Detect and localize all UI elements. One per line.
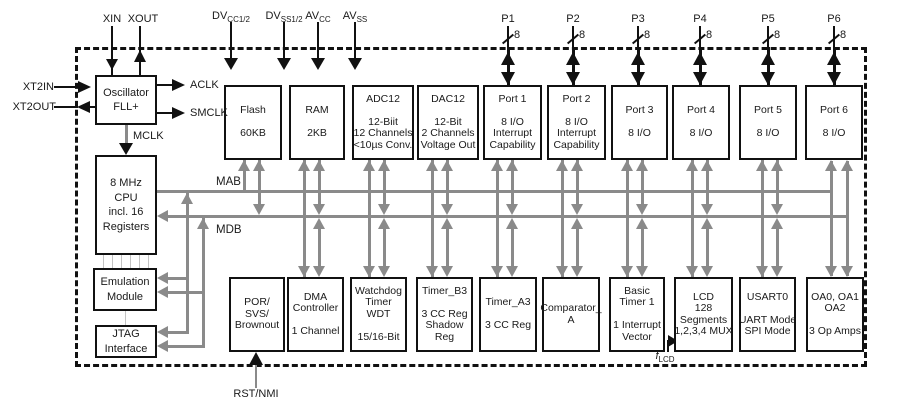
pin-p4-label: P4 xyxy=(693,13,707,25)
block-jtag-interface-text: JTAG xyxy=(112,328,140,340)
arrowhead-up xyxy=(378,218,390,229)
arrowhead-down xyxy=(841,266,853,277)
block-adc12-text: ADC12 xyxy=(366,92,400,105)
arrowhead-down xyxy=(363,266,375,277)
bus-width-label: 8 xyxy=(514,29,521,41)
block-lcd xyxy=(674,277,733,352)
arrowhead-down xyxy=(298,266,310,277)
block-por-svs-brownout-text: POR/ xyxy=(244,296,270,309)
block-dac12-text: DAC12 xyxy=(431,92,465,105)
pin-xin-label: XIN xyxy=(102,13,122,25)
arrowhead-up xyxy=(756,160,768,171)
arrowhead-up xyxy=(313,160,325,171)
power-pin-arrowhead xyxy=(348,58,362,70)
arrowhead-up xyxy=(701,160,713,171)
arrowhead-down xyxy=(441,204,453,215)
block-timer-b3-text: Timer_B3 xyxy=(421,284,468,297)
mdb-column-line-bottom xyxy=(446,229,449,266)
xt2in-arrowhead xyxy=(78,81,91,93)
arrowhead-left xyxy=(157,286,168,298)
mab-corner-line xyxy=(830,161,833,276)
smclk-arrowhead xyxy=(172,107,185,119)
arrowhead-down xyxy=(571,204,583,215)
arrowhead-up xyxy=(841,160,853,171)
block-port6 xyxy=(805,85,863,160)
arrowhead-up xyxy=(441,160,453,171)
jtag-feed-line xyxy=(202,218,205,346)
pin-xout-label: XOUT xyxy=(127,13,159,25)
mab-column-line xyxy=(496,160,499,277)
mab-column-line xyxy=(761,160,764,277)
block-op-amps-text: OA2 xyxy=(824,302,846,314)
block-port2-text: 8 I/O xyxy=(565,115,588,128)
port-updown-arrowhead xyxy=(631,52,645,65)
arrowhead-down xyxy=(571,266,583,277)
block-adc12-text: 12-Biit xyxy=(368,115,398,128)
arrowhead-up xyxy=(313,218,325,229)
block-basic-timer1-text: Timer 1 xyxy=(619,296,655,309)
block-usart0-text: SPI Mode xyxy=(744,325,791,337)
arrowhead-down xyxy=(701,204,713,215)
block-timer-a3-text: 3 CC Reg xyxy=(484,319,532,332)
arrowhead-up xyxy=(506,160,518,171)
port-updown-arrowhead xyxy=(761,52,775,65)
block-watchdog-timer xyxy=(350,277,407,352)
pin-dvcc1-2-label: $DV_{CC1/2}$ xyxy=(212,10,250,24)
cpu-emulation-hairline xyxy=(130,255,131,268)
mdb-corner-line xyxy=(846,161,849,276)
bus-width-label: 8 xyxy=(644,29,651,41)
pin-p3-label: P3 xyxy=(631,13,645,25)
port-updown-arrowhead xyxy=(631,72,645,85)
pin-p6-label: P6 xyxy=(827,13,841,25)
block-timer-a3 xyxy=(479,277,537,352)
arrowhead-left xyxy=(157,340,168,352)
block-dma-controller-text: Controller xyxy=(292,302,339,314)
mdb-column-line-bottom xyxy=(706,229,709,266)
arrowhead-up xyxy=(825,160,837,171)
block-port3-text: 8 I/O xyxy=(628,127,651,140)
block-usart0-text: UART Mode xyxy=(738,313,797,326)
bus-width-label: 8 xyxy=(774,29,781,41)
block-port1-text: Port 1 xyxy=(498,92,527,105)
arrowhead-up xyxy=(636,160,648,171)
block-port1-text: 8 I/O xyxy=(501,115,524,128)
power-pin-line xyxy=(230,22,232,58)
port-updown-arrowhead xyxy=(566,72,580,85)
arrowhead-up xyxy=(491,160,503,171)
port-updown-arrowhead xyxy=(501,72,515,85)
arrowhead-down xyxy=(756,266,768,277)
pin-avcc-label: $AV_{CC}$ xyxy=(305,10,331,24)
block-dma-controller xyxy=(287,277,344,352)
block-port3 xyxy=(611,85,668,160)
emulation-jtag-hairline xyxy=(125,311,126,325)
pin-p5-label: P5 xyxy=(761,13,775,25)
arrowhead-down xyxy=(313,266,325,277)
power-pin-arrowhead xyxy=(224,58,238,70)
block-port6-text: 8 I/O xyxy=(822,127,846,140)
port-updown-arrowhead xyxy=(761,72,775,85)
pin-dvss1-2-label: $DV_{SS1/2}$ xyxy=(265,10,303,24)
block-watchdog-timer-text: Timer xyxy=(365,296,392,309)
block-jtag-interface xyxy=(95,325,157,358)
block-port5-text: Port 5 xyxy=(753,104,782,117)
emulation-branch xyxy=(168,291,205,294)
block-oscillator-text: FLL+ xyxy=(113,101,139,113)
block-port6-text: Port 6 xyxy=(819,104,848,117)
block-lcd-text: 128 xyxy=(694,302,713,314)
block-ram xyxy=(289,85,345,160)
block-adc12-text: <10µs Conv. xyxy=(353,138,413,151)
mdb-bus-label: MDB xyxy=(216,224,242,236)
arrowhead-up xyxy=(363,160,375,171)
power-pin-line xyxy=(283,22,285,58)
block-op-amps xyxy=(806,277,864,352)
mclk-line xyxy=(125,125,128,144)
mdb-column-line-bottom xyxy=(511,229,514,266)
block-port1-text: Interrupt xyxy=(492,127,533,140)
block-cpu-text: Registers xyxy=(102,220,150,233)
block-por-svs-brownout-text: SVS/ xyxy=(245,307,269,320)
block-timer-a3-text: Timer_A3 xyxy=(485,296,531,309)
arrowhead-up xyxy=(506,218,518,229)
mab-column-line xyxy=(431,160,434,277)
arrowhead-up xyxy=(701,218,713,229)
block-timer-b3 xyxy=(416,277,473,352)
port-updown-arrowhead xyxy=(693,72,707,85)
arrowhead-down xyxy=(491,266,503,277)
arrowhead-down xyxy=(825,266,837,277)
power-pin-arrowhead xyxy=(277,58,291,70)
block-adc12 xyxy=(352,85,414,160)
port-updown-arrowhead xyxy=(827,72,841,85)
mdb-column-line-bottom xyxy=(776,229,779,266)
pin-p2-label: P2 xyxy=(566,13,580,25)
jtag-branch xyxy=(168,331,189,334)
arrowhead-down xyxy=(253,204,265,215)
mab-column-line xyxy=(561,160,564,277)
xt2out-line xyxy=(54,106,78,108)
block-timer-b3-text: 3 CC Reg xyxy=(421,307,468,320)
block-port4 xyxy=(672,85,730,160)
mclk-label: MCLK xyxy=(133,130,164,142)
block-watchdog-timer-text: 15/16-Bit xyxy=(357,330,400,343)
block-lcd-text: LCD xyxy=(692,290,714,303)
arrowhead-up xyxy=(378,160,390,171)
block-dac12-text: 2 Channels xyxy=(421,127,475,140)
mab-column-line xyxy=(691,160,694,277)
block-flash-text: 60KB xyxy=(240,127,266,140)
bus-width-label: 8 xyxy=(579,29,586,41)
block-flash-text: Flash xyxy=(240,104,266,117)
block-port3-text: Port 3 xyxy=(625,104,654,117)
block-emulation-module xyxy=(93,268,157,311)
arrowhead-up xyxy=(426,160,438,171)
block-ram-text: RAM xyxy=(305,104,329,117)
pin-rst-nmi-label: RST/NMI xyxy=(233,388,279,400)
block-port2-text: Port 2 xyxy=(562,92,591,105)
arrowhead-down xyxy=(701,266,713,277)
bus-width-label: 8 xyxy=(840,29,847,41)
mdb-to-cpu-arrowhead xyxy=(157,210,168,222)
block-emulation-module-text: Emulation xyxy=(100,276,150,288)
block-flash xyxy=(224,85,282,160)
xt2in-line xyxy=(54,86,80,88)
arrowhead-up xyxy=(636,218,648,229)
cpu-emulation-hairline xyxy=(121,255,122,268)
power-pin-arrowhead xyxy=(311,58,325,70)
smclk-label: SMCLK xyxy=(190,107,228,119)
block-op-amps-text: 3 Op Amps xyxy=(809,325,861,337)
port-updown-arrowhead xyxy=(693,52,707,65)
block-dma-controller-text: 1 Channel xyxy=(291,325,340,337)
cpu-emulation-hairline xyxy=(148,255,149,268)
block-comparator-a-text: Comparator_ xyxy=(540,302,602,314)
block-port2-text: Capability xyxy=(553,138,600,151)
arrowhead-down xyxy=(441,266,453,277)
pin-xt2out-label: XT2OUT xyxy=(12,101,56,113)
block-oscillator-text: Oscillator xyxy=(103,86,149,99)
arrowhead-down xyxy=(378,204,390,215)
arrowhead-up xyxy=(771,160,783,171)
aclk-arrowhead xyxy=(172,79,185,91)
block-basic-timer1-text: Basic xyxy=(624,284,650,297)
block-por-svs-brownout-text: Brownout xyxy=(234,319,280,332)
arrowhead-down xyxy=(506,204,518,215)
mab-column-line xyxy=(303,160,306,277)
arrowhead-up xyxy=(571,160,583,171)
block-op-amps-text: OA0, OA1 xyxy=(811,290,859,303)
block-usart0-text: USART0 xyxy=(746,290,789,303)
mab-column-line xyxy=(368,160,371,277)
block-port1-text: Capability xyxy=(489,138,536,151)
block-port4-text: Port 4 xyxy=(686,104,715,117)
cpu-emulation-hairline xyxy=(112,255,113,268)
block-dac12 xyxy=(417,85,479,160)
arrowhead-down xyxy=(621,266,633,277)
arrowhead-up xyxy=(571,218,583,229)
block-basic-timer1-text: Vector xyxy=(622,330,652,343)
rst-arrowhead xyxy=(249,352,263,365)
block-timer-b3-text: Reg xyxy=(434,330,455,343)
pin-avss-label: $AV_{SS}$ xyxy=(342,10,368,24)
power-pin-line xyxy=(317,22,319,58)
arrowhead-up xyxy=(298,160,310,171)
arrowhead-down xyxy=(771,204,783,215)
pin-xt2in-label: XT2IN xyxy=(22,81,54,93)
arrowhead-up xyxy=(621,160,633,171)
arrowhead-down xyxy=(636,204,648,215)
block-port2-text: Interrupt xyxy=(556,127,597,140)
xout-arrowhead xyxy=(134,50,146,62)
block-ram-text: 2KB xyxy=(307,127,327,140)
block-cpu xyxy=(95,155,157,255)
mdb-column-line-bottom xyxy=(576,229,579,266)
block-port5 xyxy=(739,85,797,160)
arrowhead-up xyxy=(441,218,453,229)
block-adc12-text: 12 Channels xyxy=(353,127,413,140)
xt2out-arrowhead xyxy=(77,101,90,113)
arrowhead-up xyxy=(238,160,250,171)
block-timer-b3-text: Shadow xyxy=(425,319,464,332)
block-basic-timer1 xyxy=(609,277,665,352)
block-usart0 xyxy=(739,277,796,352)
block-dac12-text: 12-Bit xyxy=(434,115,462,128)
block-dac12-text: Voltage Out xyxy=(420,138,476,151)
rst-line xyxy=(255,364,257,388)
block-emulation-module-text: Module xyxy=(106,290,144,303)
mclk-arrowhead xyxy=(119,143,133,155)
arrowhead-up xyxy=(686,160,698,171)
aclk-line xyxy=(157,84,173,86)
block-jtag-interface-text: Interface xyxy=(104,342,148,355)
jtag-branch xyxy=(168,345,205,348)
block-lcd-text: Segments xyxy=(679,313,728,326)
bus-width-label: 8 xyxy=(706,29,713,41)
arrowhead-up xyxy=(197,218,209,229)
aclk-label: ACLK xyxy=(190,79,219,91)
block-comparator-a-text: A xyxy=(567,313,575,326)
mab-column-line xyxy=(626,160,629,277)
arrowhead-left xyxy=(157,272,168,284)
power-pin-line xyxy=(354,22,356,58)
smclk-line xyxy=(157,112,173,114)
arrowhead-down xyxy=(506,266,518,277)
block-comparator-a xyxy=(542,277,600,352)
arrowhead-up xyxy=(253,160,265,171)
arrowhead-up xyxy=(771,218,783,229)
mdb-column-line-bottom xyxy=(383,229,386,266)
arrowhead-up xyxy=(556,160,568,171)
block-oscillator xyxy=(95,75,157,125)
port-updown-arrowhead xyxy=(566,52,580,65)
cpu-emulation-hairline xyxy=(103,255,104,268)
mdb-column-line-bottom xyxy=(318,229,321,266)
arrowhead-down xyxy=(556,266,568,277)
arrowhead-down xyxy=(771,266,783,277)
block-watchdog-timer-text: Watchdog xyxy=(355,284,402,297)
arrowhead-down xyxy=(426,266,438,277)
block-cpu-text: incl. 16 xyxy=(108,206,144,218)
block-por-svs-brownout xyxy=(229,277,285,352)
block-cpu-text: 8 MHz xyxy=(110,177,142,189)
block-dma-controller-text: DMA xyxy=(303,290,328,303)
pin-p1-label: P1 xyxy=(501,13,515,25)
flcd-label: $f_{LCD}$ xyxy=(655,350,675,364)
block-port2 xyxy=(547,85,606,160)
block-port1 xyxy=(483,85,542,160)
block-port4-text: 8 I/O xyxy=(689,127,713,140)
block-watchdog-timer-text: WDT xyxy=(366,307,391,320)
arrowhead-down xyxy=(686,266,698,277)
mab-bus-label: MAB xyxy=(216,176,241,188)
arrowhead-down xyxy=(636,266,648,277)
port-updown-arrowhead xyxy=(827,52,841,65)
cpu-emulation-hairline xyxy=(139,255,140,268)
block-port5-text: 8 I/O xyxy=(756,127,780,140)
block-basic-timer1-text: 1 Interrupt xyxy=(613,319,661,332)
port-updown-arrowhead xyxy=(501,52,515,65)
mdb-column-line-bottom xyxy=(641,229,644,266)
xin-arrowhead xyxy=(106,59,118,70)
block-cpu-text: CPU xyxy=(114,191,138,204)
arrowhead-down xyxy=(313,204,325,215)
emulation-feed-line xyxy=(186,193,189,332)
arrowhead-down xyxy=(378,266,390,277)
arrowhead-up xyxy=(181,193,193,204)
block-lcd-text: 1,2,3,4 MUX xyxy=(674,325,733,337)
emulation-branch xyxy=(168,277,189,280)
arrowhead-left xyxy=(157,326,168,338)
